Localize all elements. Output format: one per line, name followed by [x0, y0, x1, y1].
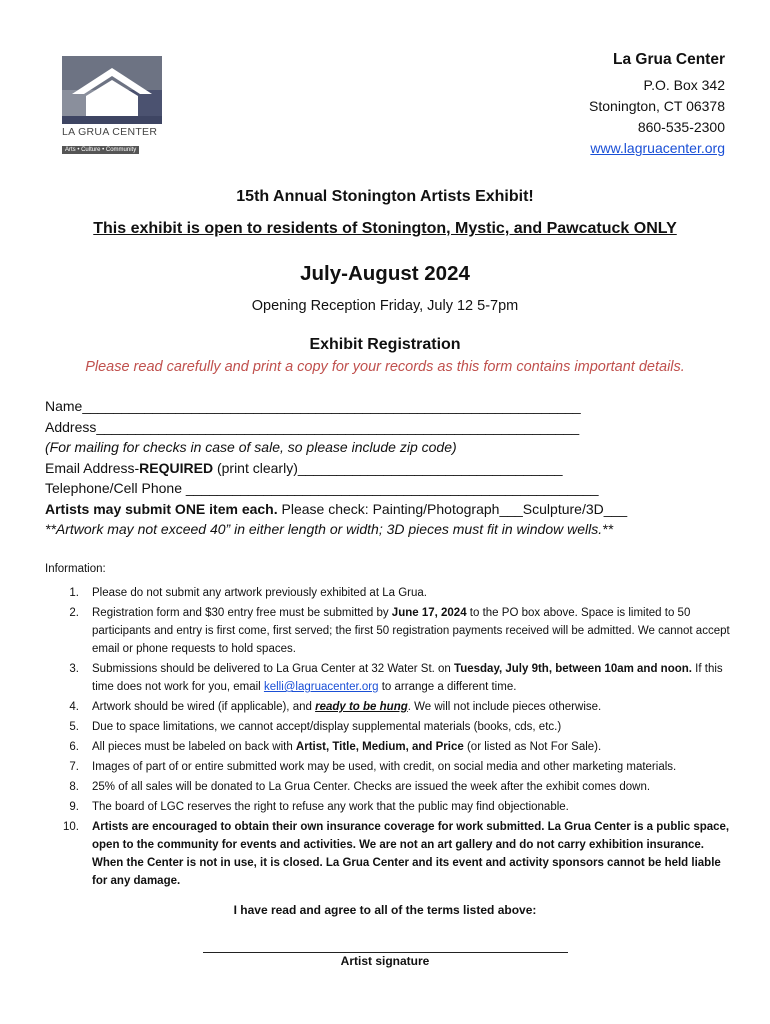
residents-notice: This exhibit is open to residents of Stonington, Mystic, and Pawcatuck ONLY — [93, 220, 677, 237]
signature-label: Artist signature — [340, 954, 430, 968]
org-name: La Grua Center — [613, 51, 725, 68]
email-link[interactable]: kelli@lagruacenter.org — [263, 681, 379, 693]
phone-number: 860-535-2300 — [637, 119, 725, 135]
list-item: 2. Registration form and $30 entry free must be submitted by June 17, 2024 to the PO box above. Space is limited to 50 participants and entry is first come, first served; the first 50 registration payments received will be admitted. We cannot accept email or phone requests to hold spaces. — [69, 607, 730, 655]
website-link[interactable]: www.lagruacenter.org — [590, 140, 725, 156]
read-carefully-note: Please read carefully and print a copy for your records as this form contains important details. — [85, 359, 685, 375]
medium-check-field[interactable] — [45, 499, 735, 520]
exhibit-title: 15th Annual Stonington Artists Exhibit! — [236, 188, 534, 205]
email-label: Email Address- — [45, 459, 140, 476]
email-line: (print clearly)__________________________________ — [213, 459, 563, 476]
logo — [62, 56, 166, 156]
agreement-statement: I have read and agree to all of the terms listed above: — [233, 903, 537, 917]
address-field[interactable]: Address______________________________________________________________ — [45, 418, 580, 435]
email-required: REQUIRED — [139, 459, 214, 476]
list-item: 10. Artists are encouraged to obtain their own insurance coverage for work submitted. La Grua Center is a public space, open to the community for events and activities. We are not an art gallery and do not carry exhibition insurance. When the Center is not in use, it is closed. La Grua Center and its event and activity sponsors cannot be held liable for any damage. — [63, 821, 730, 887]
phone-field[interactable]: Telephone/Cell Phone _____________________________________________________ — [45, 480, 599, 496]
opening-reception: Opening Reception Friday, July 12 5-7pm — [251, 298, 519, 314]
mailing-note: (For mailing for checks in case of sale, so please include zip code) — [45, 439, 457, 455]
submit-limit: Artists may submit ONE item each. — [45, 500, 278, 517]
medium-options: Please check: Painting/Photograph___Sculpture/3D___ — [277, 500, 628, 517]
registration-heading: Exhibit Registration — [309, 336, 461, 353]
list-item: 5. Due to space limitations, we cannot accept/display supplemental materials (books, cds, etc.) — [69, 721, 562, 733]
signature-line[interactable] — [203, 940, 568, 953]
list-item: 8. 25% of all sales will be donated to La Grua Center. Checks are issued the week after the exhibit comes down. — [69, 781, 651, 793]
name-field[interactable]: Name________________________________________________________________ — [45, 398, 581, 414]
logo-name: LA GRUA CENTER — [62, 126, 158, 138]
address-block — [589, 49, 725, 159]
list-item: 3. Submissions should be delivered to La Grua Center at 32 Water St. on Tuesday, July 9th, between 10am and noon. If this time does not work for you, email kelli@lagruacenter.org to arrange a different time. — [69, 663, 723, 693]
logo-house-icon — [62, 56, 162, 124]
city-state-zip: Stonington, CT 06378 — [589, 98, 725, 114]
list-item: 6. All pieces must be labeled on back with Artist, Title, Medium, and Price (or listed as Not For Sale). — [69, 741, 602, 753]
exhibit-dates: July-August 2024 — [300, 262, 470, 285]
information-heading: Information: — [45, 563, 106, 575]
po-box: P.O. Box 342 — [643, 77, 725, 93]
email-field[interactable] — [45, 458, 735, 479]
logo-tagline: Arts • Culture • Community — [62, 146, 139, 154]
size-note: **Artwork may not exceed 40” in either length or width; 3D pieces must fit in window wells.** — [45, 521, 614, 537]
list-item: 1. Please do not submit any artwork previously exhibited at La Grua. — [69, 587, 427, 599]
list-item: 4. Artwork should be wired (if applicable), and ready to be hung. We will not include pieces otherwise. — [69, 701, 602, 713]
list-item: 9. The board of LGC reserves the right to refuse any work that the public may find objectionable. — [69, 801, 569, 813]
list-item: 7. Images of part of or entire submitted work may be used, with credit, on social media and other marketing materials. — [69, 761, 677, 773]
information-list — [45, 584, 730, 892]
registration-fields — [45, 396, 735, 540]
